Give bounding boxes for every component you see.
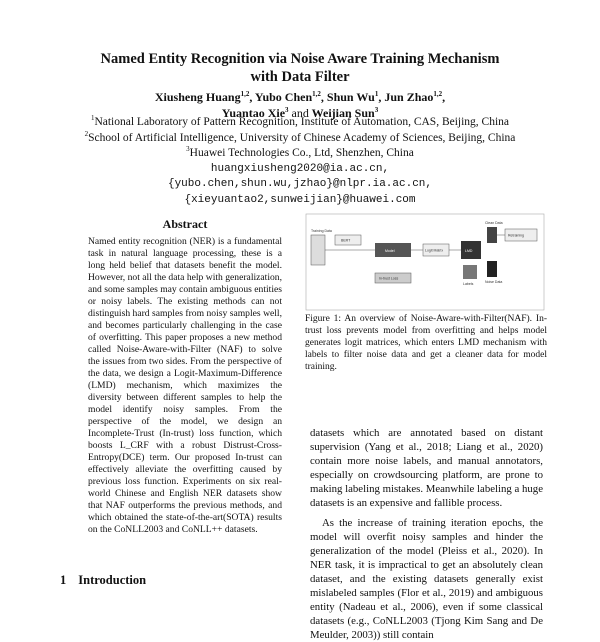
title-line-1: Named Entity Recognition via Noise Aware Training Mechanism: [100, 51, 500, 67]
email[interactable]: {xieyuantao2,sunweijian}@huawei.com: [184, 193, 416, 206]
email[interactable]: {yubo.chen,shun.wu,jzhao}@nlpr.ia.ac.cn,: [167, 178, 433, 190]
author-sup: 1,2: [312, 90, 321, 98]
abstract-text: Named entity recognition (NER) is a fundamental task in natural language processing, these is a long held belief that datasets benefit the model. However, not all the data help with generalization, and some samples may contain ambiguous entities or noisy labels. The existing methods can not distinguish hard samples from noisy samples well, and becomes particularly challenging in the case of overfitting. This paper proposes a new method called Noise-Aware-with-Filter (NAF) to solve the issues from two sides. From the perspective of the data, we design a Logit-Maximum-Difference (LMD) mechanism, which maximizes the diversity between different samples to help the model identify noisy samples. From the perspective of the model, we design an Incomplete-Trust (In-trust) loss function, which boosts L_CRF with a robust Distrust-Cross-Entropy(DCE) term. Our proposed In-trust can effectively alleviate the overfitting caused by previous loss function. Experiments on six real-world Chinese and English NER datasets show that NAF outperforms the previous methods, and which obtained the state-of-the-art(SOTA) results on the CoNLL2003 and CoNLL++ datasets.: [88, 236, 282, 535]
model-label: Model: [385, 249, 395, 253]
affiliation-text: Huawei Technologies Co., Ltd, Shenzhen, China: [189, 147, 414, 159]
affiliation-text: School of Artificial Intelligence, University of Chinese Academy of Sciences, Beijing, China: [88, 131, 516, 144]
affiliation-text: National Laboratory of Pattern Recognition, Institute of Automation, CAS, Beijing, China: [94, 116, 510, 128]
email[interactable]: huangxiusheng2020@ia.ac.cn,: [210, 162, 390, 175]
figure-caption: Figure 1: An overview of Noise-Aware-with-Filter(NAF). In-trust loss prevents model from overfitting and helps model generates logit matrices, which enters LMD mechanism with labels to filter noise data and get a cleaner data for model training.: [305, 314, 547, 372]
retrain-label: Retraining: [508, 233, 524, 238]
affiliation: [0, 131, 600, 147]
author-name: Weijian Sun: [311, 105, 375, 120]
noise-data-icon: [487, 261, 497, 277]
section-number: 1: [60, 573, 67, 587]
author-line-1: Xiusheng Huang$^{1,2}$, Yubo Chen$^{1,2}$, Shun Wu$^1$, Jun Zhao$^{1,2}$,: [154, 90, 446, 104]
training-data-label: Training Data: [311, 229, 332, 233]
and-word: and: [291, 105, 309, 120]
body-paragraph: datasets which are annotated based on distant supervision (Yang et al., 2018; Liang et al., 2020) contain more noise labels, and manual annotators, especially on crowdsourcing platform, are prone to making labeling mistakes. Meanwhile labeling a huge datasets is an expensive and fallible process.: [310, 427, 543, 509]
author-sup: 1,2: [433, 90, 443, 98]
logit-matrix-label: Logit Matrix: [425, 248, 444, 253]
abstract-heading: Abstract: [162, 217, 208, 231]
body-column: [310, 426, 543, 642]
body-paragraph: As the increase of training iteration epochs, the model will overfit noisy samples and hinder the generalization of the model (Pleiss et al., 2020). In NER task, it is impractical to get an absolutely clean dataset, and the existing datasets generally exist mislabeled samples (Flor et al., 2019) and ambiguous entity (Nadeau et al., 2006), even if some classical datasets (e.g., CoNLL2003 (Tjong Kim Sang and De Meulder, 2003)) still contain: [310, 517, 543, 641]
affiliation-sup: 3: [186, 145, 190, 154]
author-name: Yubo Chen: [254, 90, 313, 104]
noise-data-label: Noise Data: [485, 280, 503, 284]
affiliations: [0, 115, 600, 208]
author-name: Jun Zhao: [384, 90, 434, 104]
intrust-label: In-trust Loss: [379, 276, 399, 281]
labels-icon: [463, 265, 477, 279]
overview-figure: [305, 213, 545, 311]
labels-label: Labels: [463, 282, 474, 286]
affiliation: [0, 115, 600, 131]
affiliation-sup: 1: [90, 114, 95, 123]
section-heading: [60, 573, 146, 588]
figure-border: [306, 214, 544, 310]
author-name: Xiusheng Huang: [154, 90, 241, 104]
paper-title: [0, 50, 600, 86]
author-name: Yuantao Xie: [221, 105, 286, 120]
author-sup: 1,2: [240, 90, 250, 98]
section-title: Introduction: [78, 573, 147, 587]
training-data-icon: [311, 235, 325, 265]
lmd-label: LMD: [465, 249, 473, 253]
bert-label: BERT: [341, 238, 351, 243]
affiliation: [0, 146, 600, 162]
author-sup: 3: [374, 105, 379, 114]
author-sup: 3: [285, 105, 289, 114]
clean-data-icon: [487, 227, 497, 243]
title-line-2: with Data Filter: [250, 69, 350, 85]
author-name: Shun Wu: [326, 90, 375, 104]
clean-data-label: Clean Data: [485, 221, 503, 225]
affiliation-sup: 2: [84, 129, 89, 138]
author-sup: 1: [374, 90, 379, 98]
